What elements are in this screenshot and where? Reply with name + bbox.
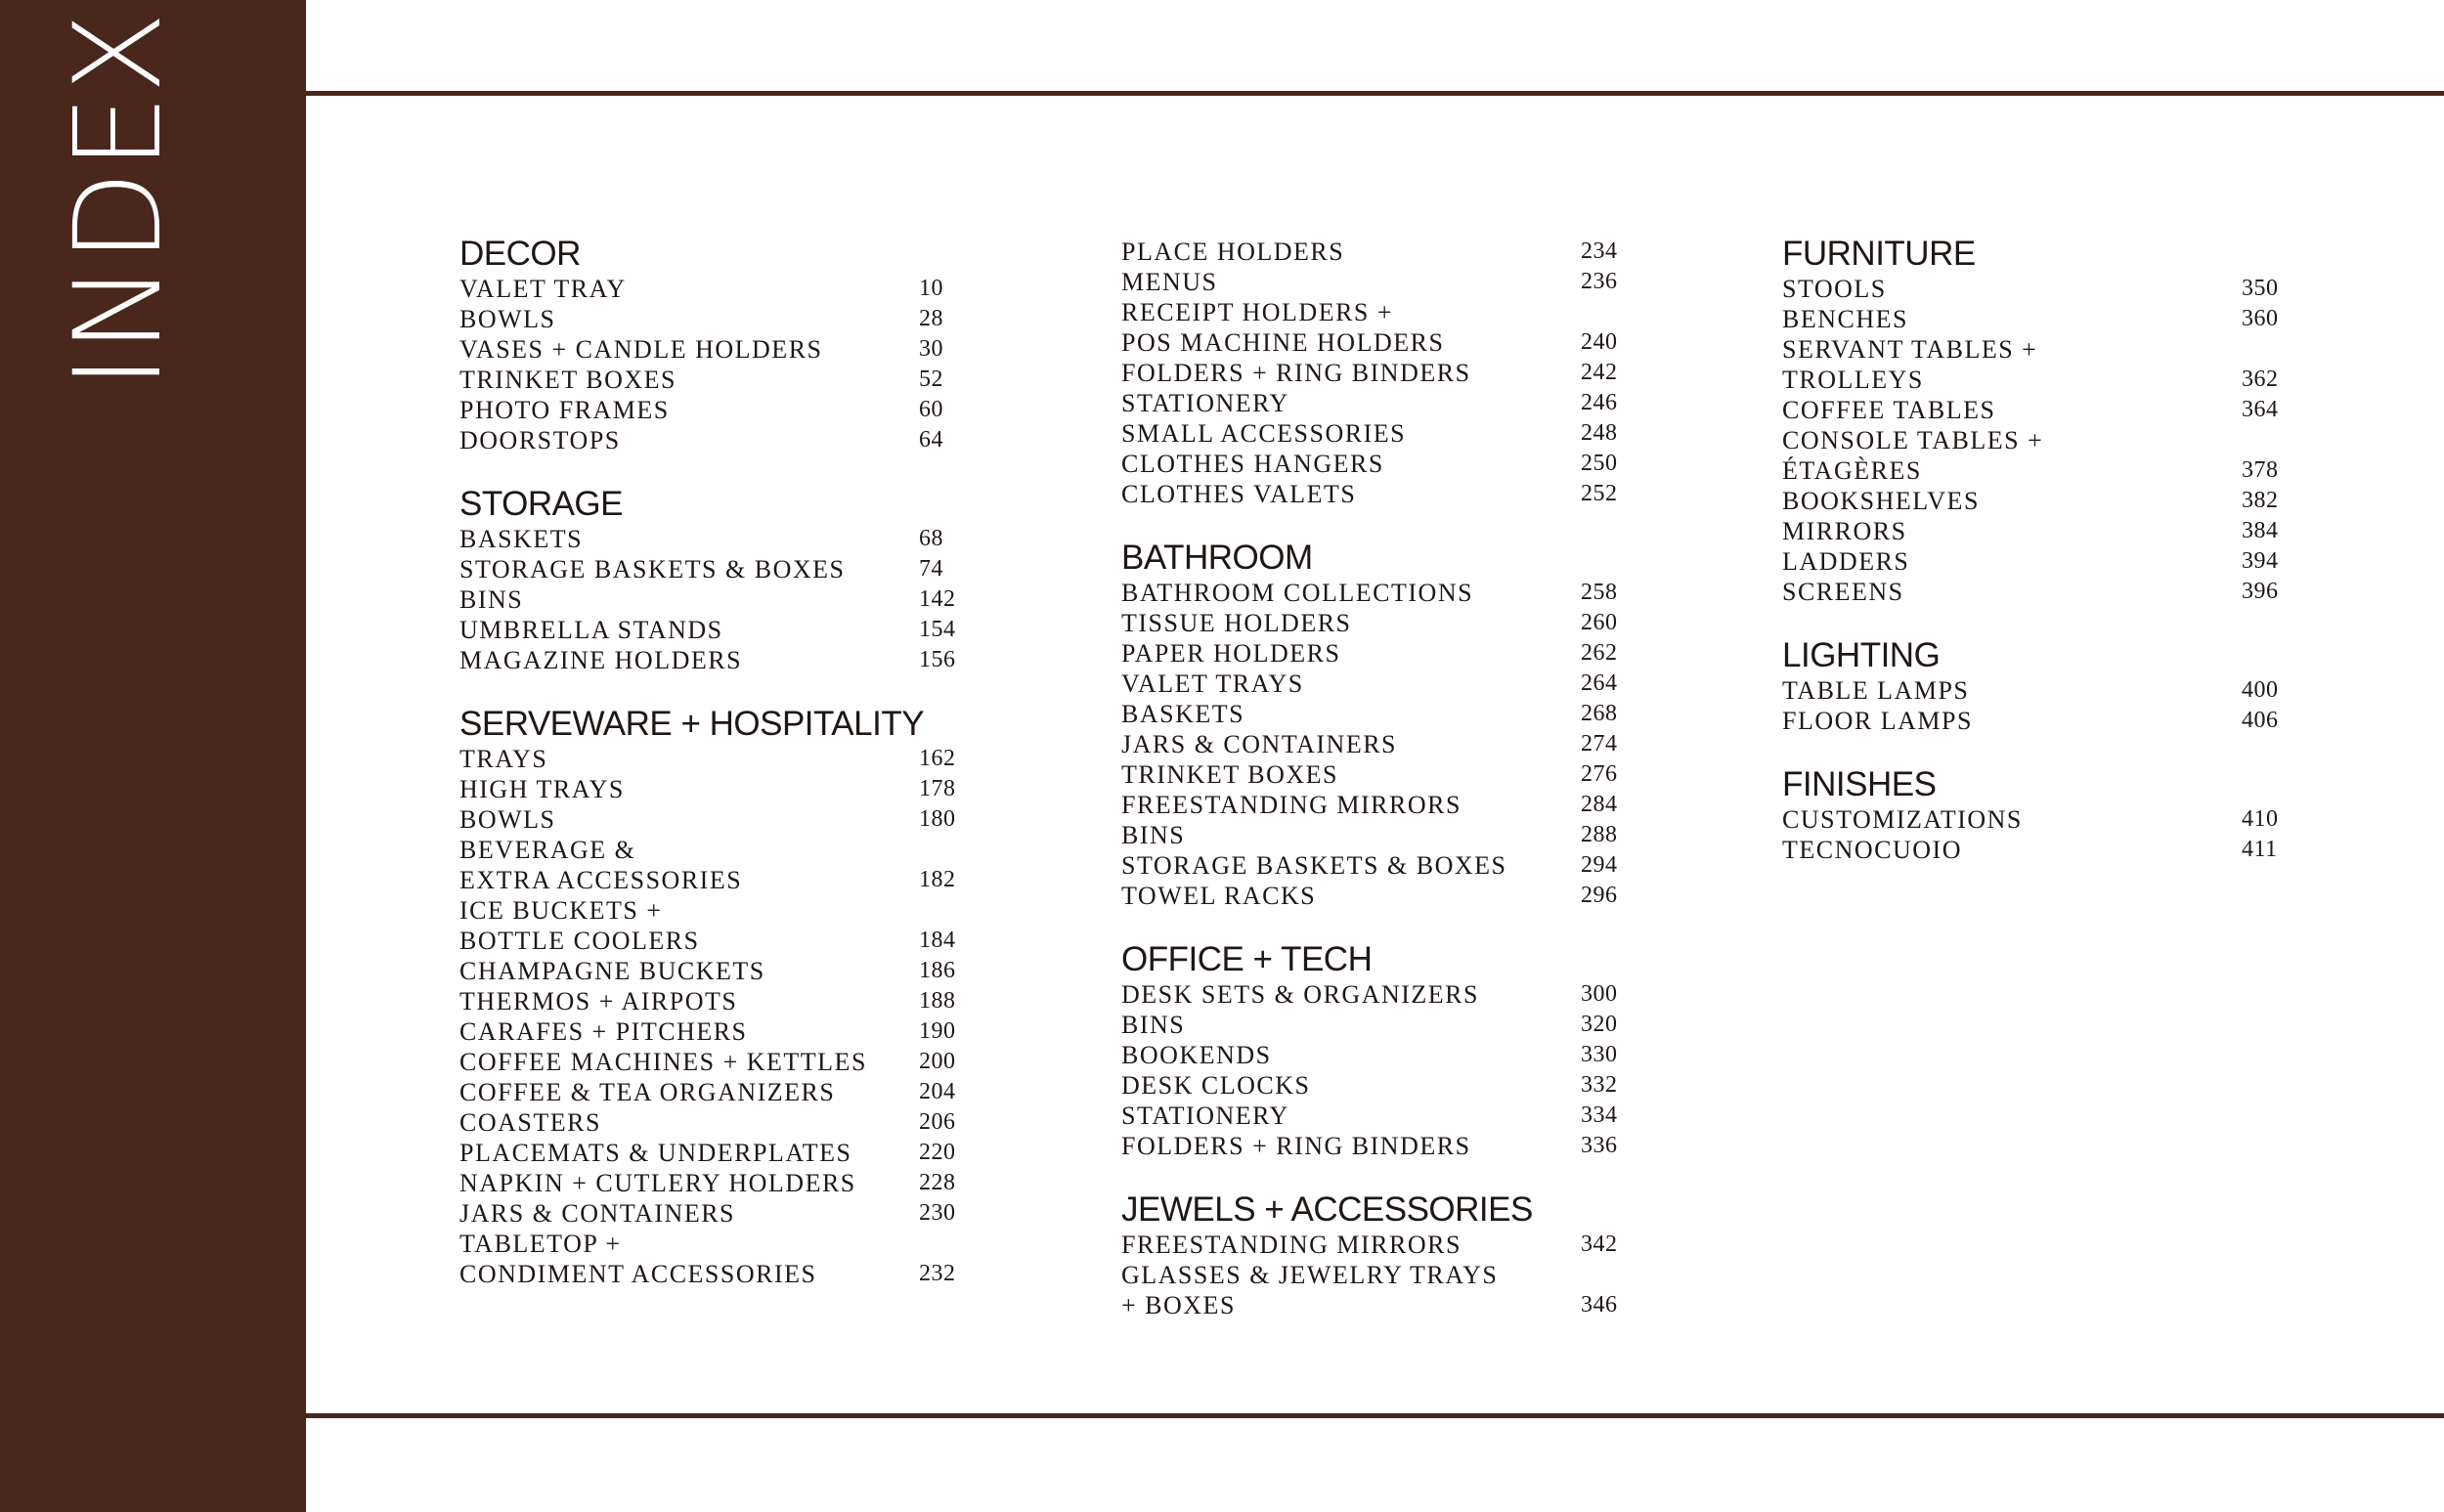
- index-entry: [1121, 1290, 1630, 1320]
- entry-page-number: 284: [1581, 792, 1618, 817]
- entry-page-number: 154: [919, 617, 956, 642]
- entry-page-number: 186: [919, 958, 956, 983]
- entry-label: BOTTLE COOLERS: [459, 927, 700, 955]
- entry-page-number: 294: [1581, 852, 1618, 878]
- index-entry: [1121, 1040, 1630, 1070]
- entry-label: ÉTAGÈRES: [1782, 456, 1922, 485]
- entry-page-number: 396: [2242, 579, 2279, 604]
- index-entry: [1121, 850, 1630, 881]
- entry-label: TRINKET BOXES: [1121, 760, 1338, 789]
- entry-page-number: 68: [919, 526, 943, 551]
- index-section: [459, 485, 968, 675]
- entry-page-number: 156: [919, 647, 956, 672]
- entry-label: MAGAZINE HOLDERS: [459, 646, 743, 674]
- entry-page-number: 384: [2242, 518, 2279, 543]
- entry-page-number: 346: [1581, 1292, 1618, 1318]
- entry-page-number: 250: [1581, 451, 1618, 476]
- index-entry: [459, 1077, 968, 1107]
- index-entry: [459, 956, 968, 986]
- entry-label: TROLLEYS: [1782, 366, 1924, 394]
- entry-page-number: 334: [1581, 1102, 1618, 1128]
- index-entry: [459, 554, 968, 584]
- entry-label: SMALL ACCESSORIES: [1121, 419, 1407, 448]
- entry-label: BASKETS: [1121, 700, 1245, 728]
- entry-page-number: 382: [2242, 488, 2279, 513]
- section-title: DECOR: [459, 235, 581, 273]
- index-entry: [459, 1016, 968, 1047]
- entry-label: ICE BUCKETS +: [459, 896, 663, 925]
- entry-label: JARS & CONTAINERS: [459, 1199, 736, 1228]
- entry-label: TRINKET BOXES: [459, 366, 676, 394]
- index-entry: [459, 304, 968, 334]
- entry-label: UMBRELLA STANDS: [459, 616, 723, 644]
- entry-label: THERMOS + AIRPOTS: [459, 987, 738, 1015]
- index-entry: [1121, 267, 1630, 297]
- index-section: [1782, 235, 2291, 607]
- index-entry: [1782, 675, 2291, 706]
- index-section: [1121, 539, 1630, 911]
- entry-page-number: 52: [919, 367, 943, 392]
- bottom-rule: [306, 1413, 2444, 1418]
- top-rule: [306, 91, 2444, 96]
- entry-page-number: 64: [919, 427, 943, 453]
- entry-label: CONDIMENT ACCESSORIES: [459, 1260, 817, 1288]
- entry-page-number: 204: [919, 1079, 956, 1104]
- entry-label: HIGH TRAYS: [459, 775, 625, 803]
- entry-label: NAPKIN + CUTLERY HOLDERS: [459, 1169, 856, 1197]
- index-column-3: [1782, 235, 2291, 894]
- entry-label: RECEIPT HOLDERS +: [1121, 298, 1394, 326]
- index-entry: [459, 365, 968, 395]
- entry-page-number: 262: [1581, 640, 1618, 666]
- index-entry: [1121, 449, 1630, 479]
- entry-page-number: 394: [2242, 548, 2279, 574]
- entry-label: STORAGE BASKETS & BOXES: [459, 555, 846, 583]
- index-section: [1121, 940, 1630, 1161]
- index-entry: [1121, 1260, 1630, 1290]
- index-entry: [1121, 669, 1630, 699]
- index-entry: [1121, 638, 1630, 669]
- entry-label: BOOKENDS: [1121, 1041, 1272, 1069]
- index-column-2: [1121, 237, 1630, 1350]
- entry-label: COASTERS: [459, 1108, 601, 1137]
- entry-page-number: 411: [2242, 837, 2278, 862]
- entry-page-number: 258: [1581, 580, 1618, 605]
- entry-page-number: 364: [2242, 397, 2279, 422]
- index-entry: [459, 744, 968, 774]
- index-entry: [1121, 820, 1630, 850]
- index-entry: [459, 1168, 968, 1198]
- index-entry: [1121, 790, 1630, 820]
- index-entry: [1782, 304, 2291, 334]
- entry-label: FREESTANDING MIRRORS: [1121, 791, 1462, 819]
- index-entry: [1121, 578, 1630, 608]
- index-entry: [459, 804, 968, 835]
- section-title: STORAGE: [459, 485, 624, 523]
- entry-page-number: 182: [919, 867, 956, 892]
- entry-page-number: 242: [1581, 360, 1618, 385]
- entry-label: DESK SETS & ORGANIZERS: [1121, 980, 1479, 1009]
- index-entry: [1121, 1131, 1630, 1161]
- entry-page-number: 220: [919, 1140, 956, 1165]
- entry-label: COFFEE & TEA ORGANIZERS: [459, 1078, 836, 1106]
- entry-label: PLACE HOLDERS: [1121, 238, 1345, 266]
- entry-page-number: 330: [1581, 1042, 1618, 1067]
- entry-page-number: 74: [919, 556, 943, 582]
- index-entry: [1121, 388, 1630, 418]
- entry-page-number: 240: [1581, 329, 1618, 355]
- entry-page-number: 320: [1581, 1012, 1618, 1037]
- entry-label: CUSTOMIZATIONS: [1782, 805, 2023, 834]
- entry-label: STORAGE BASKETS & BOXES: [1121, 851, 1507, 880]
- index-section: [459, 705, 968, 1289]
- index-entry: [1121, 237, 1630, 267]
- entry-label: BOWLS: [459, 805, 556, 834]
- entry-label: BOOKSHELVES: [1782, 487, 1980, 515]
- entry-label: EXTRA ACCESSORIES: [459, 866, 743, 894]
- sidebar: [0, 0, 306, 1512]
- entry-page-number: 228: [919, 1170, 956, 1195]
- index-entry: [459, 865, 968, 895]
- index-section: [1121, 1190, 1630, 1320]
- entry-page-number: 260: [1581, 610, 1618, 635]
- entry-label: CARAFES + PITCHERS: [459, 1017, 748, 1046]
- entry-label: SCREENS: [1782, 578, 1904, 606]
- entry-page-number: 300: [1581, 981, 1618, 1007]
- index-entry: [1782, 706, 2291, 736]
- entry-page-number: 184: [919, 928, 956, 953]
- entry-page-number: 350: [2242, 276, 2279, 301]
- index-entry: [1782, 455, 2291, 486]
- entry-page-number: 180: [919, 806, 956, 832]
- entry-label: STATIONERY: [1121, 1102, 1289, 1130]
- entry-label: PHOTO FRAMES: [459, 396, 670, 424]
- index-entry: [1121, 699, 1630, 729]
- entry-page-number: 406: [2242, 708, 2279, 733]
- entry-label: VALET TRAY: [459, 275, 627, 303]
- entry-label: VASES + CANDLE HOLDERS: [459, 335, 823, 364]
- entry-page-number: 236: [1581, 269, 1618, 294]
- entry-label: TISSUE HOLDERS: [1121, 609, 1352, 637]
- entry-label: BINS: [1121, 1011, 1186, 1039]
- index-entry: [459, 334, 968, 365]
- index-entry: [459, 895, 968, 926]
- entry-label: GLASSES & JEWELRY TRAYS: [1121, 1261, 1499, 1289]
- index-entry: [1782, 334, 2291, 365]
- entry-page-number: 206: [919, 1109, 956, 1135]
- index-entry: [459, 926, 968, 956]
- index-entry: [1121, 979, 1630, 1010]
- index-title: INDEX: [49, 11, 188, 389]
- entry-page-number: 234: [1581, 238, 1618, 264]
- entry-label: CHAMPAGNE BUCKETS: [459, 957, 765, 985]
- entry-label: FLOOR LAMPS: [1782, 707, 1973, 735]
- entry-label: BASKETS: [459, 525, 584, 553]
- entry-label: SERVANT TABLES +: [1782, 335, 2038, 364]
- index-entry: [1782, 425, 2291, 455]
- entry-page-number: 28: [919, 306, 943, 331]
- index-entry: [1782, 835, 2291, 865]
- index-entry: [1121, 608, 1630, 638]
- index-entry: [1121, 1010, 1630, 1040]
- index-entry: [1121, 479, 1630, 509]
- entry-page-number: 190: [919, 1018, 956, 1044]
- entry-label: BOWLS: [459, 305, 556, 333]
- entry-page-number: 248: [1581, 420, 1618, 446]
- index-entry: [1782, 804, 2291, 835]
- index-entry: [1121, 358, 1630, 388]
- entry-label: FOLDERS + RING BINDERS: [1121, 1132, 1471, 1160]
- entry-label: MENUS: [1121, 268, 1218, 296]
- entry-page-number: 188: [919, 988, 956, 1014]
- entry-label: JARS & CONTAINERS: [1121, 730, 1398, 758]
- entry-page-number: 274: [1581, 731, 1618, 756]
- entry-page-number: 60: [919, 397, 943, 422]
- section-title: JEWELS + ACCESSORIES: [1121, 1190, 1533, 1229]
- section-title: BATHROOM: [1121, 539, 1313, 577]
- entry-label: TECNOCUOIO: [1782, 836, 1962, 864]
- index-entry: [1121, 881, 1630, 911]
- index-entry: [459, 425, 968, 455]
- entry-page-number: 142: [919, 586, 956, 612]
- index-entry: [459, 615, 968, 645]
- index-entry: [459, 1229, 968, 1259]
- index-entry: [1782, 577, 2291, 607]
- entry-label: CLOTHES HANGERS: [1121, 450, 1384, 478]
- index-section: [1121, 237, 1630, 509]
- index-column-1: [459, 235, 968, 1318]
- index-entry: [1121, 729, 1630, 759]
- entry-label: COFFEE TABLES: [1782, 396, 1996, 424]
- index-section: [459, 235, 968, 455]
- index-entry: [459, 774, 968, 804]
- entry-label: BINS: [459, 585, 524, 614]
- entry-label: TABLETOP +: [459, 1230, 622, 1258]
- entry-page-number: 200: [919, 1049, 956, 1074]
- entry-label: PLACEMATS & UNDERPLATES: [459, 1139, 852, 1167]
- index-entry: [459, 274, 968, 304]
- index-entry: [459, 1259, 968, 1289]
- entry-label: LADDERS: [1782, 547, 1910, 576]
- index-entry: [459, 986, 968, 1016]
- index-entry: [459, 1138, 968, 1168]
- index-entry: [1121, 1230, 1630, 1260]
- section-title: OFFICE + TECH: [1121, 940, 1373, 978]
- entry-label: BENCHES: [1782, 305, 1908, 333]
- index-section: [1782, 765, 2291, 865]
- index-entry: [459, 835, 968, 865]
- index-entry: [1782, 395, 2291, 425]
- section-title: LIGHTING: [1782, 636, 1941, 674]
- index-entry: [459, 645, 968, 675]
- index-entry: [1782, 486, 2291, 516]
- entry-page-number: 178: [919, 776, 956, 801]
- index-entry: [1782, 274, 2291, 304]
- entry-label: STOOLS: [1782, 275, 1887, 303]
- entry-page-number: 360: [2242, 306, 2279, 331]
- entry-label: BEVERAGE &: [459, 836, 636, 864]
- entry-label: STATIONERY: [1121, 389, 1289, 417]
- entry-label: CONSOLE TABLES +: [1782, 426, 2044, 454]
- entry-page-number: 246: [1581, 390, 1618, 415]
- entry-page-number: 268: [1581, 701, 1618, 726]
- index-entry: [1121, 1101, 1630, 1131]
- index-entry: [459, 1107, 968, 1138]
- entry-label: DOORSTOPS: [459, 426, 621, 454]
- entry-page-number: 10: [919, 276, 943, 301]
- index-entry: [459, 395, 968, 425]
- entry-label: COFFEE MACHINES + KETTLES: [459, 1048, 867, 1076]
- entry-label: TRAYS: [459, 745, 548, 773]
- entry-label: MIRRORS: [1782, 517, 1907, 545]
- section-title: SERVEWARE + HOSPITALITY: [459, 705, 925, 743]
- index-entry: [459, 584, 968, 615]
- section-title: FURNITURE: [1782, 235, 1976, 273]
- index-section: [1782, 636, 2291, 736]
- entry-page-number: 410: [2242, 806, 2279, 832]
- entry-page-number: 378: [2242, 457, 2279, 483]
- entry-page-number: 296: [1581, 883, 1618, 908]
- entry-label: FOLDERS + RING BINDERS: [1121, 359, 1471, 387]
- index-entry: [1121, 1070, 1630, 1101]
- entry-page-number: 362: [2242, 367, 2279, 392]
- entry-label: PAPER HOLDERS: [1121, 639, 1341, 668]
- index-entry: [459, 1198, 968, 1229]
- entry-label: FREESTANDING MIRRORS: [1121, 1231, 1462, 1259]
- entry-page-number: 252: [1581, 481, 1618, 506]
- index-entry: [1121, 297, 1630, 327]
- entry-label: TOWEL RACKS: [1121, 882, 1317, 910]
- entry-page-number: 230: [919, 1200, 956, 1226]
- index-entry: [459, 524, 968, 554]
- entry-label: VALET TRAYS: [1121, 670, 1304, 698]
- entry-label: + BOXES: [1121, 1291, 1236, 1319]
- entry-label: DESK CLOCKS: [1121, 1071, 1311, 1100]
- entry-label: POS MACHINE HOLDERS: [1121, 328, 1445, 357]
- entry-page-number: 30: [919, 336, 943, 362]
- entry-label: TABLE LAMPS: [1782, 676, 1970, 705]
- entry-page-number: 332: [1581, 1072, 1618, 1098]
- entry-page-number: 336: [1581, 1133, 1618, 1158]
- index-entry: [1782, 516, 2291, 546]
- index-entry: [459, 1047, 968, 1077]
- index-entry: [1121, 327, 1630, 358]
- entry-page-number: 342: [1581, 1231, 1618, 1257]
- entry-page-number: 232: [919, 1261, 956, 1286]
- index-entry: [1121, 418, 1630, 449]
- entry-label: CLOTHES VALETS: [1121, 480, 1357, 508]
- index-entry: [1782, 365, 2291, 395]
- entry-page-number: 276: [1581, 761, 1618, 787]
- index-entry: [1121, 759, 1630, 790]
- entry-page-number: 264: [1581, 670, 1618, 696]
- entry-page-number: 400: [2242, 677, 2279, 703]
- entry-page-number: 288: [1581, 822, 1618, 847]
- entry-label: BATHROOM COLLECTIONS: [1121, 579, 1474, 607]
- entry-page-number: 162: [919, 746, 956, 771]
- index-entry: [1782, 546, 2291, 577]
- entry-label: BINS: [1121, 821, 1186, 849]
- section-title: FINISHES: [1782, 765, 1937, 803]
